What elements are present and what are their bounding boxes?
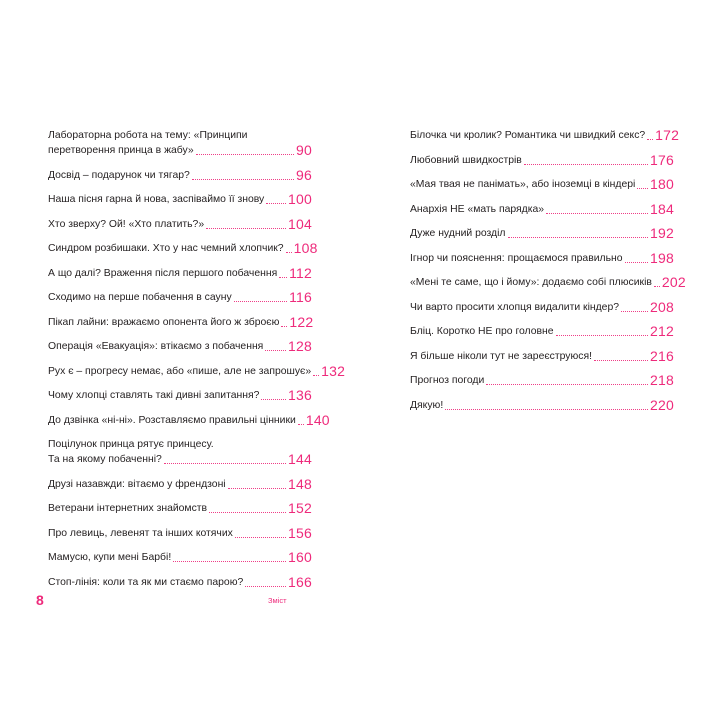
toc-page-number: 132 bbox=[321, 362, 346, 379]
toc-entry bbox=[48, 128, 312, 158]
toc-entry-title: Досвід – подарунок чи тягар? bbox=[48, 169, 190, 181]
toc-page-number: 160 bbox=[288, 549, 312, 565]
dot-leader bbox=[637, 188, 648, 189]
toc-entry-title: Друзі назавжди: вітаємо у френдзоні bbox=[48, 478, 226, 490]
toc-page-number: 90 bbox=[296, 142, 312, 158]
toc-entry bbox=[48, 501, 312, 516]
toc-page-number: 116 bbox=[289, 289, 312, 305]
toc-entry bbox=[48, 339, 312, 354]
dot-leader bbox=[173, 561, 286, 562]
toc-entry-title: До дзвінка «ні-ні». Розставляємо правильні цінники bbox=[48, 414, 296, 426]
toc-page-number: 218 bbox=[650, 372, 674, 388]
toc-entry bbox=[410, 373, 674, 388]
toc-page-number: 152 bbox=[288, 500, 312, 516]
dot-leader bbox=[313, 375, 319, 376]
toc-entry-title: Операція «Евакуація»: втікаємо з побачення bbox=[48, 341, 264, 352]
toc-page-number: 148 bbox=[288, 475, 312, 492]
dot-leader bbox=[192, 179, 294, 180]
toc-entry-title: Пікап лайни: вражаємо опонента його ж зброєю bbox=[48, 316, 280, 328]
toc-entry-title: Синдром розбишаки. Хто у нас чемний хлопчик? bbox=[48, 243, 284, 254]
dot-leader bbox=[245, 586, 286, 587]
toc-page-number: 122 bbox=[289, 313, 314, 330]
toc-entry-title: Прогноз погоди bbox=[410, 375, 485, 386]
dot-leader bbox=[486, 384, 648, 385]
dot-leader bbox=[286, 252, 292, 253]
dot-leader bbox=[524, 164, 648, 165]
toc-entry bbox=[410, 300, 674, 315]
toc-entry-title: Білочка чи кролик? Романтика чи швидкий секс? bbox=[410, 130, 646, 141]
toc-entry bbox=[48, 290, 312, 305]
toc-entry bbox=[48, 217, 312, 232]
toc-entry bbox=[48, 526, 312, 541]
toc-entry bbox=[410, 226, 674, 241]
dot-leader bbox=[298, 424, 304, 425]
dot-leader bbox=[261, 399, 286, 400]
toc-entry bbox=[48, 362, 346, 379]
toc-entry bbox=[48, 411, 330, 428]
toc-entry-title: Любовний швидкострів bbox=[410, 154, 522, 166]
toc-page-number: 144 bbox=[288, 451, 312, 467]
toc-page-number: 220 bbox=[650, 396, 674, 413]
toc-entry-title: Сходимо на перше побачення в сауну bbox=[48, 292, 232, 303]
toc-page-number: 128 bbox=[288, 338, 312, 354]
toc-entry-title: Я більше ніколи тут не зареєструюся! bbox=[410, 350, 592, 362]
dot-leader bbox=[164, 463, 286, 464]
toc-entry-title: Про левиць, левенят та інших котячих bbox=[48, 527, 233, 539]
dot-leader bbox=[625, 262, 649, 263]
toc-entry-title-line: Лабораторна робота на тему: «Принципи bbox=[48, 130, 248, 141]
toc-entry bbox=[48, 315, 312, 330]
toc-entry-title: Наша пісня гарна й нова, заспіваймо її знову bbox=[48, 194, 265, 205]
toc-entry bbox=[48, 240, 318, 256]
toc-entry-title: Ветерани інтернетних знайомств bbox=[48, 503, 208, 514]
toc-entry bbox=[48, 266, 312, 281]
toc-left-column bbox=[48, 128, 346, 599]
dot-leader bbox=[228, 488, 286, 489]
toc-entry bbox=[48, 437, 312, 467]
toc-entry bbox=[410, 274, 686, 290]
toc-page-number: 140 bbox=[305, 411, 330, 428]
toc-entry-title: А що далі? Враження після першого побачення bbox=[48, 267, 278, 279]
dot-leader bbox=[266, 203, 286, 204]
toc-page-number: 184 bbox=[650, 200, 674, 217]
toc-page-number: 198 bbox=[650, 249, 674, 266]
toc-entry-title: Дякую! bbox=[410, 399, 444, 411]
toc-entry-title: Мамусю, купи мені Барбі! bbox=[48, 552, 172, 563]
toc-entry bbox=[48, 477, 312, 492]
toc-page-number: 166 bbox=[288, 573, 312, 590]
dot-leader bbox=[235, 537, 286, 538]
toc-page-number: 96 bbox=[296, 166, 312, 183]
toc-page-number: 176 bbox=[650, 151, 674, 168]
toc-entry-title-line: Поцілунок принца рятує принцесу. bbox=[48, 439, 214, 450]
dot-leader bbox=[556, 335, 648, 336]
dot-leader bbox=[209, 512, 286, 513]
running-head: Зміст bbox=[268, 596, 287, 605]
toc-entry bbox=[410, 349, 674, 364]
toc-entry bbox=[48, 575, 312, 590]
toc-page-number: 156 bbox=[288, 524, 312, 541]
dot-leader bbox=[265, 350, 286, 351]
dot-leader bbox=[594, 360, 648, 361]
toc-entry bbox=[410, 127, 680, 143]
toc-entry bbox=[48, 550, 312, 565]
toc-page-number: 208 bbox=[650, 298, 674, 315]
toc-entry bbox=[410, 398, 674, 413]
toc-page-number: 104 bbox=[288, 215, 312, 232]
toc-right-column bbox=[410, 127, 686, 422]
page-number: 8 bbox=[36, 592, 44, 608]
dot-leader bbox=[281, 326, 287, 327]
dot-leader bbox=[654, 286, 660, 287]
dot-leader bbox=[445, 409, 648, 410]
toc-entry bbox=[410, 177, 674, 192]
toc-page-number: 112 bbox=[289, 264, 312, 281]
toc-page-number: 212 bbox=[650, 323, 674, 339]
toc-page-number: 108 bbox=[293, 240, 318, 256]
toc-entry-title: «Мая твая не панімать», або іноземці в кіндері bbox=[410, 179, 636, 190]
toc-entry-title: «Мені те саме, що і йому»: додаємо собі плюсиків bbox=[410, 277, 652, 288]
dot-leader bbox=[234, 301, 287, 302]
dot-leader bbox=[647, 139, 653, 140]
toc-entry-title: Та на якому побаченні? bbox=[48, 454, 162, 465]
toc-entry-title: Рух є – прогресу немає, або «пише, але не запрошує» bbox=[48, 365, 312, 377]
toc-page-number: 202 bbox=[661, 274, 686, 290]
toc-entry-title: Стоп-лінія: коли та як ми стаємо парою? bbox=[48, 576, 244, 588]
toc-entry bbox=[410, 324, 674, 339]
dot-leader bbox=[279, 277, 287, 278]
toc-page-number: 136 bbox=[288, 387, 312, 403]
toc-entry-title: перетворення принца в жабу» bbox=[48, 145, 194, 156]
toc-page-number: 100 bbox=[288, 191, 312, 207]
toc-entry-title: Бліц. Коротко НЕ про головне bbox=[410, 326, 554, 337]
dot-leader bbox=[206, 228, 286, 229]
toc-entry-title: Хто зверху? Ой! «Хто платить?» bbox=[48, 218, 205, 230]
dot-leader bbox=[196, 154, 294, 155]
toc-entry bbox=[410, 202, 674, 217]
toc-entry bbox=[48, 192, 312, 207]
toc-entry-title: Ігнор чи пояснення: прощаємося правильно bbox=[410, 252, 623, 264]
toc-entry bbox=[410, 153, 674, 168]
toc-entry-title: Чому хлопці ставлять такі дивні запитання? bbox=[48, 390, 260, 401]
toc-page-number: 172 bbox=[655, 127, 680, 143]
toc-entry bbox=[48, 168, 312, 183]
toc-entry-title: Чи варто просити хлопця видалити кіндер? bbox=[410, 301, 620, 313]
toc-entry bbox=[410, 251, 674, 266]
toc-entry-title: Дуже нудний розділ bbox=[410, 228, 506, 239]
toc-page-number: 216 bbox=[650, 347, 674, 364]
toc-page-number: 192 bbox=[650, 225, 674, 241]
toc-page-number: 180 bbox=[650, 176, 674, 192]
toc-entry bbox=[48, 388, 312, 403]
dot-leader bbox=[508, 237, 649, 238]
dot-leader bbox=[621, 311, 648, 312]
toc-entry-title: Анархія НЕ «мать парядка» bbox=[410, 203, 545, 215]
dot-leader bbox=[546, 213, 648, 214]
